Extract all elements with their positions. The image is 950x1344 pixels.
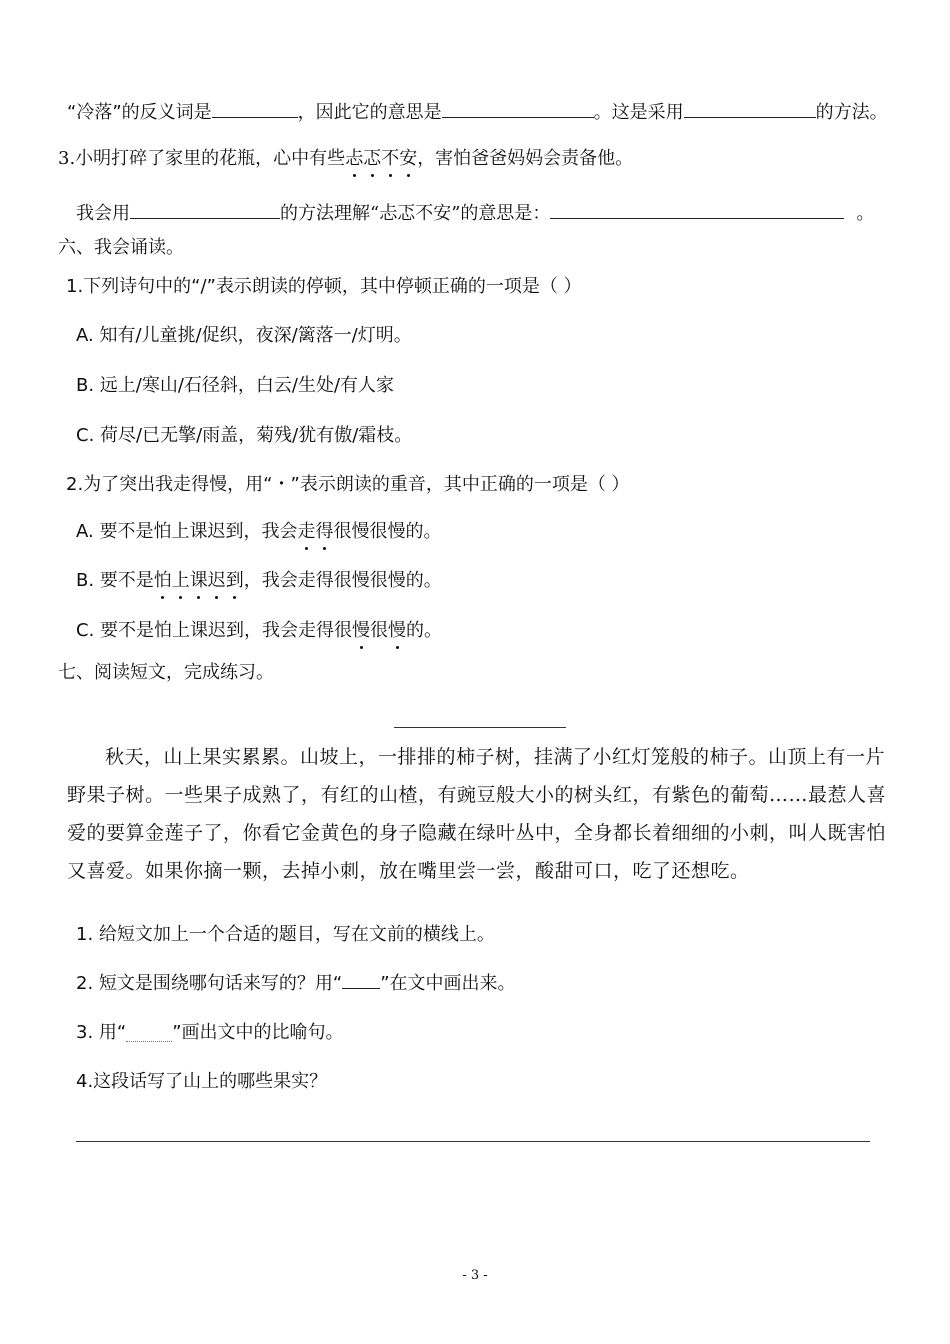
s6-q1-option-b[interactable]: B. 远上/寒山/石径斜，白云/生处/有人家 bbox=[76, 375, 395, 396]
dotted-char: 上 bbox=[172, 568, 190, 594]
opt-c-mid: 很 bbox=[370, 620, 389, 641]
dotted-char: 到 bbox=[226, 568, 244, 594]
section-7-heading: 七、阅读短文，完成练习。 bbox=[58, 662, 274, 683]
dotted-char: 慢 bbox=[352, 618, 370, 644]
s6-q2-option-c[interactable] bbox=[76, 618, 442, 644]
s7-q3-b: ”画出文中的比喻句。 bbox=[172, 1022, 344, 1043]
dotted-char: 得 bbox=[315, 519, 333, 545]
s6-q1-option-c[interactable]: C. 荷尽/已无擎/雨盖，菊残/犹有傲/霜枝。 bbox=[76, 425, 413, 446]
s7-q3-a: 3. 用“ bbox=[76, 1022, 127, 1043]
s7-q2-a: 2. 短文是围绕哪句话来写的？用“ bbox=[76, 973, 343, 994]
s7-q2 bbox=[76, 971, 516, 997]
antonym-text-c: 。这是采用 bbox=[593, 102, 684, 123]
antonym-text-b: ，因此它的意思是 bbox=[297, 102, 442, 123]
dotted-char: 走 bbox=[297, 519, 315, 545]
section-6-heading: 六、我会诵读。 bbox=[58, 237, 184, 258]
s7-q3 bbox=[76, 1020, 344, 1046]
title-blank-line[interactable] bbox=[394, 727, 566, 728]
dotted-char: 安 bbox=[399, 146, 417, 172]
opt-c-post: 的。 bbox=[406, 620, 443, 641]
opt-a-post: 很慢很慢的。 bbox=[333, 521, 442, 542]
page-number: - 3 - bbox=[462, 1268, 488, 1283]
q3-meaning-blank[interactable] bbox=[550, 200, 844, 219]
q3-ans-b: 的方法理解 bbox=[280, 203, 370, 224]
method-blank[interactable] bbox=[684, 99, 816, 118]
antonym-question bbox=[67, 99, 888, 126]
q3-ans-quote: “忐忑不安” bbox=[370, 203, 461, 224]
antonym-blank[interactable] bbox=[212, 99, 298, 118]
question-3-answer bbox=[76, 200, 874, 227]
s6-q1-stem: 1.下列诗句中的“/”表示朗读的停顿，其中停顿正确的一项是（ ） bbox=[66, 276, 582, 297]
s6-q2-option-b[interactable] bbox=[76, 568, 442, 594]
dotted-char: 课 bbox=[190, 568, 208, 594]
opt-a-pre: A. 要不是怕上课迟到，我会 bbox=[76, 521, 298, 542]
q3-method-blank[interactable] bbox=[130, 200, 280, 219]
s6-q2-stem: 2.为了突出我走得慢，用“・”表示朗读的重音，其中正确的一项是（ ） bbox=[66, 474, 630, 495]
opt-b-pre: B. 要不是 bbox=[76, 570, 154, 591]
dotted-char: 慢 bbox=[388, 618, 406, 644]
opt-b-post: ，我会走得很慢很慢的。 bbox=[243, 570, 442, 591]
passage-text: 秋天，山上果实累累。山坡上，一排排的柿子树，挂满了小红灯笼般的柿子。山顶上有一片野果子树。一些果子成熟了，有红的山楂，有豌豆般大小的树头红，有紫色的葡萄……最惹人喜爱的要算金莲子了，你看它金黄色的身子隐藏在绿叶丛中，全身都长着细细的小刺，叫人既害怕又喜爱。如果你摘一颗，去掉小刺，放在嘴里尝一尝，酸甜可口，吃了还想吃。 bbox=[67, 746, 887, 882]
q3-ans-c: 的意思是： bbox=[460, 203, 551, 224]
dotted-char: 忑 bbox=[363, 146, 381, 172]
s7-q1: 1. 给短文加上一个合适的题目，写在文前的横线上。 bbox=[76, 924, 495, 945]
antonym-text-d: 的方法。 bbox=[815, 102, 888, 123]
answer-line[interactable] bbox=[76, 1141, 870, 1142]
dotted-char: 怕 bbox=[154, 568, 172, 594]
q3-ans-d: 。 bbox=[856, 203, 875, 224]
opt-c-pre: C. 要不是怕上课迟到，我会走得很 bbox=[76, 620, 353, 641]
meaning-blank[interactable] bbox=[442, 99, 594, 118]
s6-q2-option-a[interactable] bbox=[76, 519, 441, 545]
reading-passage bbox=[67, 738, 893, 890]
dotted-char: 迟 bbox=[208, 568, 226, 594]
q3-text-a: 3.小明打碎了家里的花瓶，心中有些 bbox=[58, 148, 346, 169]
wavy-line-mark bbox=[126, 1037, 172, 1042]
dotted-char: 忐 bbox=[345, 146, 363, 172]
s7-q2-b: ”在文中画出来。 bbox=[380, 973, 516, 994]
straight-line-mark bbox=[342, 974, 380, 989]
s6-q1-option-a[interactable]: A. 知有/儿童挑/促织，夜深/篱落一/灯明。 bbox=[76, 325, 412, 346]
q3-ans-a: 我会用 bbox=[76, 203, 130, 224]
q3-text-b: ，害怕爸爸妈妈会责备他。 bbox=[417, 148, 634, 169]
dotted-char: 不 bbox=[381, 146, 399, 172]
question-3 bbox=[58, 146, 633, 172]
s7-q4: 4.这段话写了山上的哪些果实？ bbox=[76, 1071, 328, 1092]
antonym-text-a: “冷落”的反义词是 bbox=[67, 102, 212, 123]
